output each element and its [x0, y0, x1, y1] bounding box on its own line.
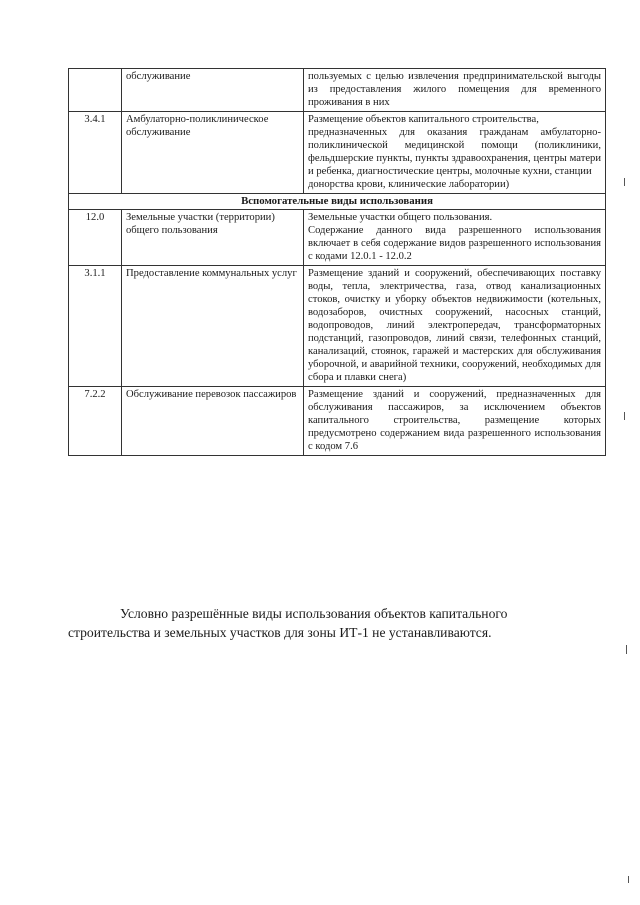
table-row	[69, 266, 606, 387]
description-line: пользуемых с целью извлечения предпринимательской выгоды из предоставления жилого помещения для временного проживания в них	[308, 71, 601, 108]
land-use-table	[68, 68, 606, 456]
description-line: Размещение объектов капитального строительства,	[308, 114, 539, 125]
row-code: 12.0	[69, 210, 122, 266]
row-description	[304, 210, 606, 266]
row-description	[304, 112, 606, 194]
table-row	[69, 387, 606, 456]
row-description	[304, 266, 606, 387]
footer-paragraph	[68, 604, 605, 642]
row-code: 7.2.2	[69, 387, 122, 456]
row-name: Амбулаторно-поликлиническое обслуживание	[122, 112, 304, 194]
row-name: Земельные участки (территории) общего пользования	[122, 210, 304, 266]
footer-line-2: строительства и земельных участков для зоны ИТ-1 не устанавливаются.	[68, 625, 492, 640]
description-line: Содержание данного вида разрешенного использования включает в себя содержание видов разрешенного использования с кодами 12.0.1 - 12.0.2	[308, 225, 601, 262]
section-title: Вспомогательные виды использования	[69, 194, 606, 210]
row-description	[304, 387, 606, 456]
description-line: предназначенных для оказания гражданам амбулаторно-поликлинической медицинской помощи (поликлиники, фельдшерские пункты, пункты здравоохранения, центры матери и ребенка, диагностические центры, молочные кухни, станции	[308, 127, 601, 177]
row-code: 3.4.1	[69, 112, 122, 194]
table-row	[69, 69, 606, 112]
section-header-row	[69, 194, 606, 210]
description-line: донорства крови, клинические лаборатории)	[308, 179, 510, 190]
description-line: Размещение зданий и сооружений, предназначенных для обслуживания пассажиров, за исключением объектов капитального строительства, размещение которых предусмотрено содержанием вида разрешенного использования с кодом 7.6	[308, 389, 601, 452]
table-row	[69, 210, 606, 266]
row-name: Предоставление коммунальных услуг	[122, 266, 304, 387]
row-name: обслуживание	[122, 69, 304, 112]
row-name: Обслуживание перевозок пассажиров	[122, 387, 304, 456]
description-line: Земельные участки общего пользования.	[308, 212, 493, 223]
description-line: Размещение зданий и сооружений, обеспечивающих поставку воды, тепла, электричества, газа, отвод канализационных стоков, очистку и уборку объектов недвижимости (котельных, водозаборов, очистных сооружений, насосных станций, водопроводов, линий электропередач, трансформаторных подстанций, газопроводов, линий связи, телефонных станций, канализаций, стоянок, гаражей и мастерских для обслуживания уборочной, и аварийной техники, сооружений, необходимых для сбора и плавки снега)	[308, 268, 601, 383]
row-description	[304, 69, 606, 112]
table-row	[69, 112, 606, 194]
footer-line-1: Условно разрешённые виды использования объектов капитального	[120, 606, 508, 621]
scan-edge-mark	[628, 876, 629, 883]
scan-edge-mark	[624, 412, 625, 420]
scan-edge-mark	[626, 645, 627, 654]
row-code: 3.1.1	[69, 266, 122, 387]
row-code	[69, 69, 122, 112]
scan-edge-mark	[624, 178, 625, 186]
